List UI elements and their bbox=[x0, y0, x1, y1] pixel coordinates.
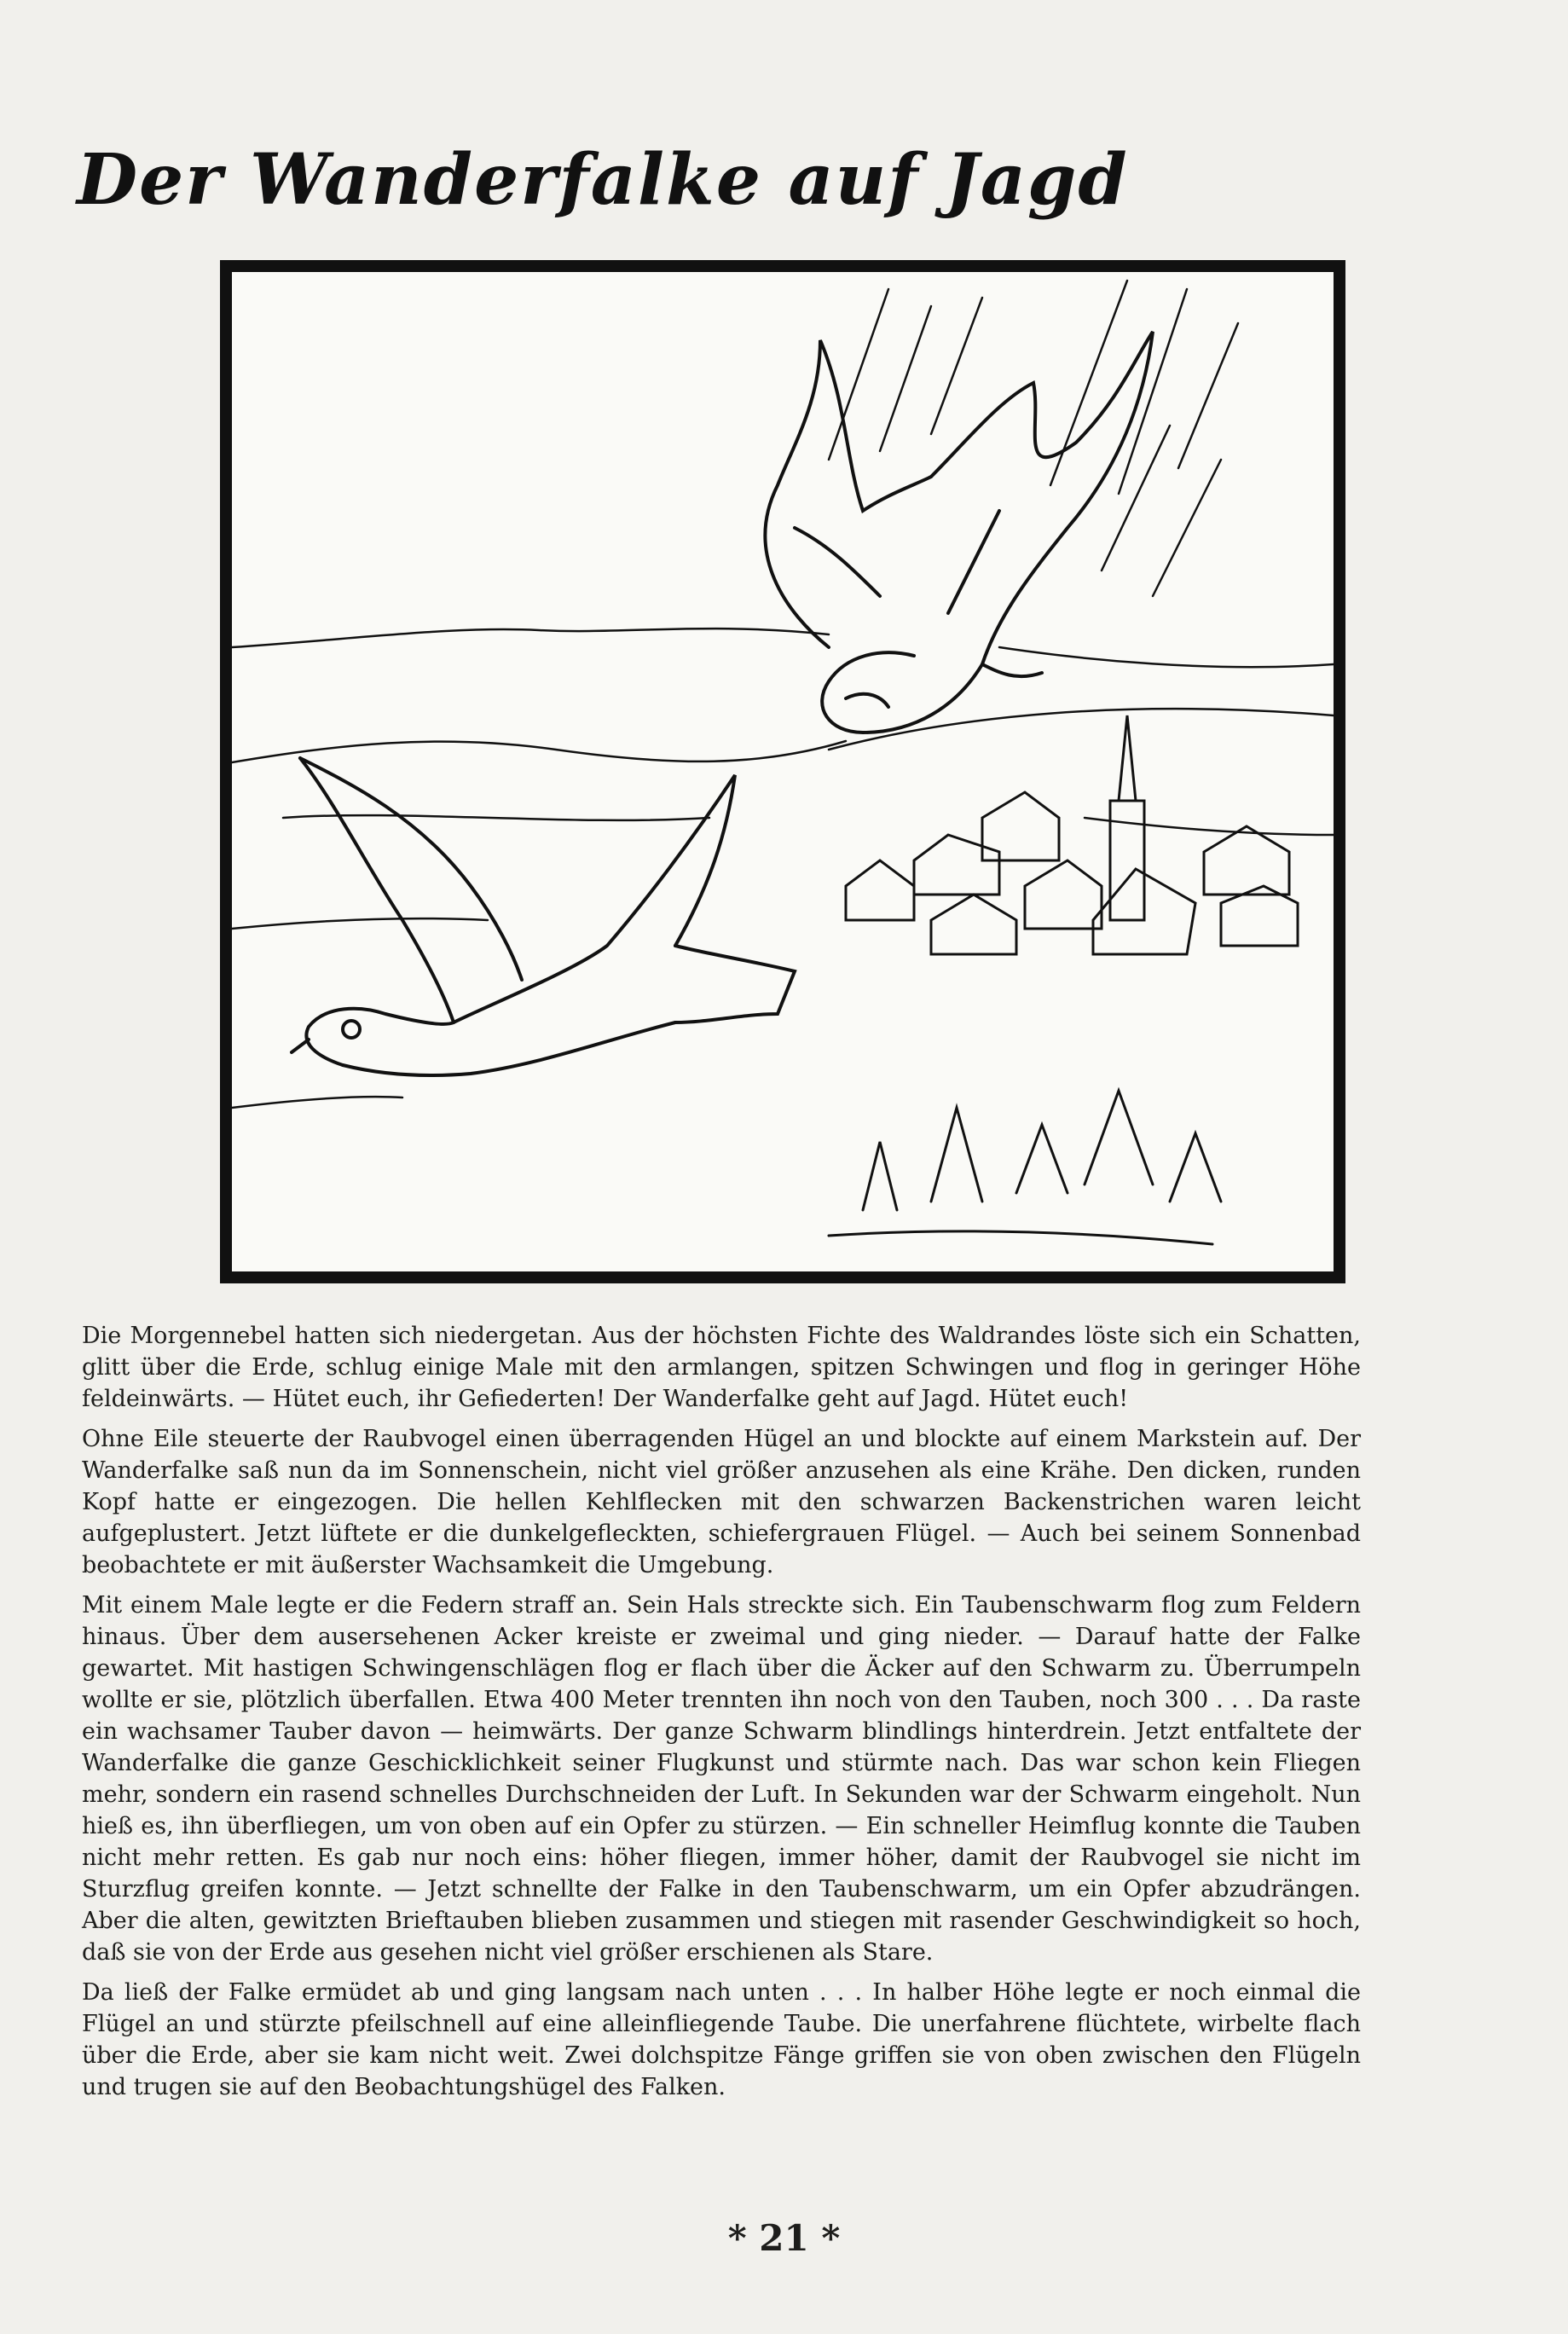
falcon-drawing bbox=[765, 332, 1153, 733]
paragraph: Mit einem Male legte er die Federn straff an. Sein Hals streckte sich. Ein Taubenschwarm flog zum Feldern hinaus. Über dem ausersehenen Acker kreiste er zweimal und ging nieder. — Darauf hatte der Falke gewartet. Mit hastigen Schwingenschlägen flog er flach über die Äcker auf den Schwarm zu. Überrumpeln wollte er sie, plötzlich überfallen. Etwa 400 Meter trennten ihn noch von den Tauben, noch 300 . . . Da raste ein wachsamer Tauber davon — heimwärts. Der ganze Schwarm blindlings hinterdrein. Jetzt entfaltete der Wanderfalke die ganze Geschicklichkeit seiner Flugkunst und stürmte nach. Das war schon kein Fliegen mehr, sondern ein rasend schnelles Durchschneiden der Luft. In Sekunden war der Schwarm eingeholt. Nun hieß es, ihn überfliegen, um von oben auf ein Opfer zu stürzen. — Ein schneller Heimflug konnte die Tauben nicht mehr retten. Es gab nur noch eins: höher fliegen, immer höher, damit der Raubvogel sie nicht im Sturzflug greifen konnte. — Jetzt schnellte der Falke in den Taubenschwarm, um ein Opfer abzudrängen. Aber die alten, gewitzten Brieftauben blieben zusammen und stiegen mit rasender Geschwindigkeit so hoch, daß sie von der Erde aus gesehen nicht viel größer erschienen als Stare. bbox=[82, 1592, 1361, 1966]
landscape-hills bbox=[232, 628, 1334, 1108]
page-title: Der Wanderfalke auf Jagd bbox=[77, 139, 1129, 221]
paragraph: Ohne Eile steuerte der Raubvogel einen überragenden Hügel an und blockte auf einem Markstein auf. Der Wanderfalke saß nun da im Sonnenschein, nicht viel größer anzusehen als eine Krähe. Den dicken, runden Kopf hatte er eingezogen. Die hellen Kehlflecken mit den schwarzen Backenstrichen waren leicht aufgeplustert. Jetzt lüftete er die dunkelgefleckten, schiefergrauen Flügel. — Auch bei seinem Sonnenbad beobachtete er mit äußerster Wachsamkeit die Umgebung. bbox=[82, 1426, 1361, 1578]
paragraph: Die Morgennebel hatten sich niedergetan. Aus der höchsten Fichte des Waldrandes löste sich ein Schatten, glitt über die Erde, schlug einige Male mit den armlangen, spitzen Schwingen und flog in geringer Höhe feldeinwärts. — Hütet euch, ihr Gefiederten! Der Wanderfalke geht auf Jagd. Hütet euch! bbox=[82, 1323, 1361, 1412]
village-drawing bbox=[829, 715, 1298, 1244]
pigeon-drawing bbox=[292, 758, 795, 1075]
paragraph: Da ließ der Falke ermüdet ab und ging langsam nach unten . . . In halber Höhe legte er noch einmal die Flügel an und stürzte pfeilschnell auf eine alleinfliegende Taube. Die unerfahrene flüchtete, wirbelte flach über die Erde, aber sie kam nicht weit. Zwei dolchspitze Fänge griffen sie von oben zwischen den Flügeln und trugen sie auf den Beobachtungshügel des Falken. bbox=[82, 1979, 1361, 2100]
article-text bbox=[82, 1320, 1361, 2111]
page-number: * 21 * bbox=[727, 2217, 841, 2259]
illustration-frame bbox=[220, 260, 1345, 1283]
falcon-hunt-illustration bbox=[232, 272, 1334, 1271]
